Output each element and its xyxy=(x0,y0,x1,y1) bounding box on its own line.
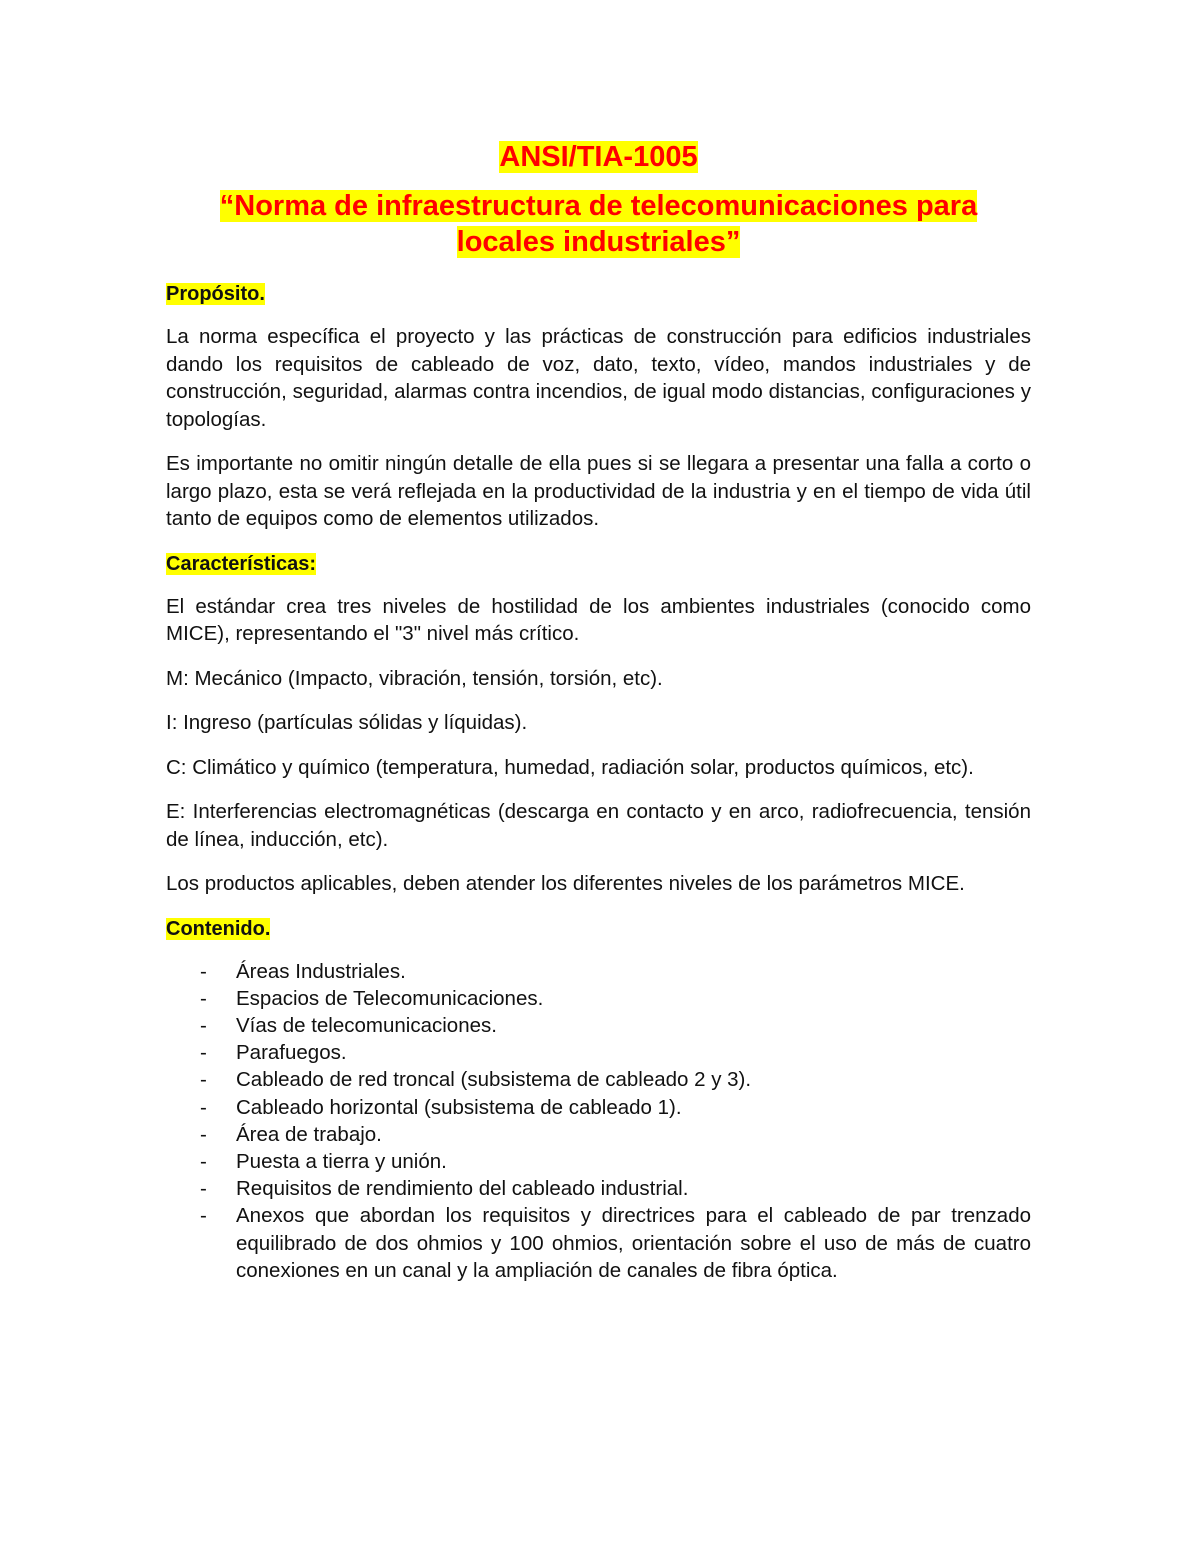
list-item xyxy=(166,1202,1031,1284)
bullet-dash: - xyxy=(200,1013,207,1037)
section-heading-proposito xyxy=(166,280,1031,308)
list-item-text: Áreas Industriales. xyxy=(236,959,406,983)
list-item xyxy=(166,958,1031,985)
list-item-text: Parafuegos. xyxy=(236,1041,347,1065)
bullet-dash: - xyxy=(200,1095,207,1119)
section-heading-contenido xyxy=(166,915,1031,943)
mice-item-e: E: Interferencias electromagnéticas (descarga en contacto y en arco, radiofrecuencia, tensión de línea, inducción, etc). xyxy=(166,800,1031,851)
bullet-dash: - xyxy=(200,1149,207,1173)
list-item xyxy=(166,1012,1031,1039)
mice-item-c: C: Climático y químico (temperatura, humedad, radiación solar, productos químicos, etc). xyxy=(166,755,974,779)
list-item xyxy=(166,1094,1031,1121)
bullet-dash: - xyxy=(200,986,207,1010)
list-item xyxy=(166,1148,1031,1175)
contenido-list xyxy=(166,958,1031,1284)
document-subtitle-line2: locales industriales” xyxy=(456,226,741,258)
list-item-text: Requisitos de rendimiento del cableado industrial. xyxy=(236,1177,689,1201)
section-heading-caracteristicas xyxy=(166,550,1031,578)
document-subtitle xyxy=(166,188,1031,260)
proposito-paragraph-1: La norma específica el proyecto y las prácticas de construcción para edificios industriales dando los requisitos de cableado de voz, dato, texto, vídeo, mandos industriales y de construcción, seguridad, alarmas contra incendios, de igual modo distancias, configuraciones y topologías. xyxy=(166,325,1031,431)
list-item-text: Anexos que abordan los requisitos y directrices para el cableado de par trenzado equilibrado de dos ohmios y 100 ohmios, orientación sobre el uso de más de cuatro conexiones en un canal y la ampliación de canales de fibra óptica. xyxy=(236,1204,1031,1282)
list-item xyxy=(166,1175,1031,1202)
mice-item-i: I: Ingreso (partículas sólidas y líquidas). xyxy=(166,711,528,734)
bullet-dash: - xyxy=(200,1204,207,1228)
section-heading-caracteristicas-text: Características: xyxy=(166,552,317,575)
document-page xyxy=(166,138,1031,1284)
list-item xyxy=(166,1039,1031,1066)
list-item-text: Cableado de red troncal (subsistema de cableado 2 y 3). xyxy=(236,1068,752,1092)
caracteristicas-paragraph-last: Los productos aplicables, deben atender los diferentes niveles de los parámetros MICE. xyxy=(166,872,965,895)
list-item-text: Área de trabajo. xyxy=(236,1122,382,1146)
list-item xyxy=(166,985,1031,1012)
bullet-dash: - xyxy=(200,1041,207,1065)
bullet-dash: - xyxy=(200,1068,207,1092)
document-title xyxy=(166,138,1031,176)
mice-item-m: M: Mecánico (Impacto, vibración, tensión, torsión, etc). xyxy=(166,666,663,690)
list-item-text: Puesta a tierra y unión. xyxy=(236,1149,447,1173)
bullet-dash: - xyxy=(200,959,207,983)
list-item-text: Espacios de Telecomunicaciones. xyxy=(236,986,544,1010)
document-subtitle-line1: “Norma de infraestructura de telecomunicaciones para xyxy=(219,190,978,222)
section-heading-proposito-text: Propósito. xyxy=(166,283,265,305)
proposito-paragraph-2: Es importante no omitir ningún detalle de ella pues si se llegara a presentar una falla a corto o largo plazo, esta se verá reflejada en la productividad de la industria y en el tiempo de vida útil tanto de equipos como de elementos utilizados. xyxy=(166,452,1031,530)
section-heading-contenido-text: Contenido. xyxy=(166,917,271,940)
list-item-text: Vías de telecomunicaciones. xyxy=(236,1013,497,1037)
document-title-text: ANSI/TIA-1005 xyxy=(499,141,698,173)
bullet-dash: - xyxy=(200,1122,207,1146)
list-item xyxy=(166,1121,1031,1148)
bullet-dash: - xyxy=(200,1177,207,1201)
list-item xyxy=(166,1066,1031,1093)
caracteristicas-paragraph-1: El estándar crea tres niveles de hostilidad de los ambientes industriales (conocido como MICE), representando el "3" nivel más crítico. xyxy=(166,594,1031,645)
list-item-text: Cableado horizontal (subsistema de cableado 1). xyxy=(236,1095,682,1119)
